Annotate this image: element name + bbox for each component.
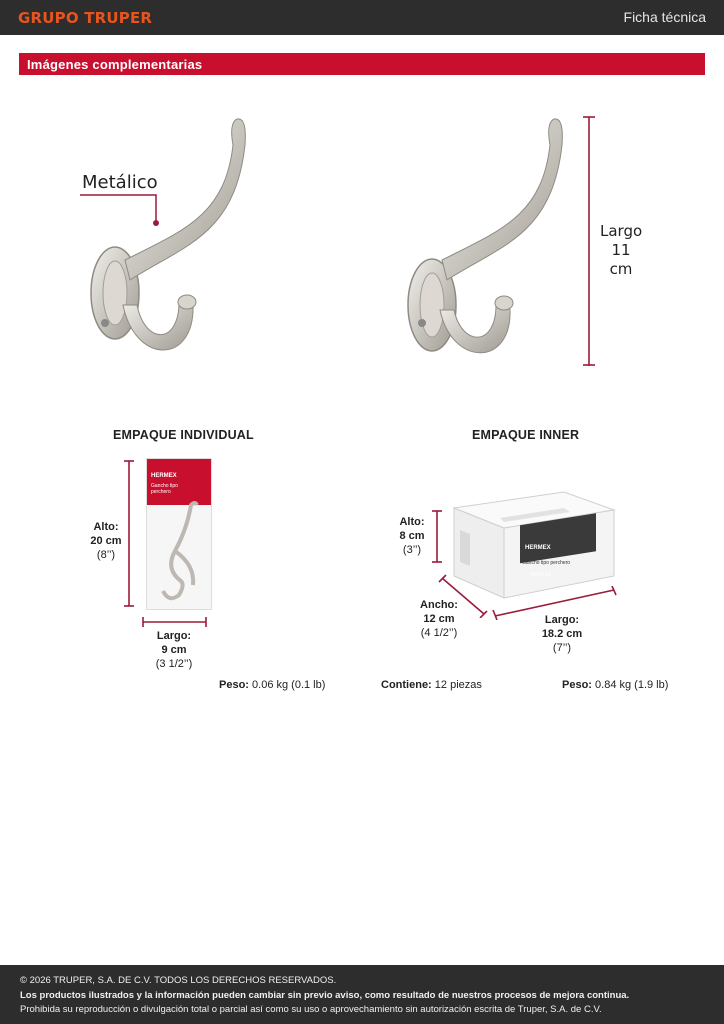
- box-brand: HERMEX: [525, 545, 551, 551]
- length-label: Largo: [600, 222, 643, 240]
- inner-height-label: [394, 515, 430, 557]
- inner-alto-label: Alto:: [399, 516, 425, 528]
- length-value: 11 cm: [609, 241, 633, 278]
- top-bar: [0, 0, 724, 35]
- length-dimension-line: [582, 116, 596, 368]
- footer-prohibition: Prohibida su reproducción o divulgación total o parcial así como su uso o aprovechamiento sin autorización escrita de Truper, S.A. de C.V.: [20, 1004, 602, 1015]
- inner-peso-label: Peso:: [562, 679, 592, 691]
- package-card-text: Gancho tipo perchero: [151, 483, 178, 495]
- individual-weight: [219, 679, 325, 691]
- footer-copyright: © 2026 TRUPER, S.A. DE C.V. TODOS LOS DERECHOS RESERVADOS.: [20, 975, 337, 986]
- individual-alto-cm: 20 cm: [90, 535, 122, 547]
- individual-alto-label: Alto:: [93, 521, 119, 533]
- document-type: Ficha técnica: [623, 9, 706, 25]
- box-text: Gancho tipo perchero: [522, 560, 571, 566]
- individual-largo-in: (3 1/2’’): [155, 658, 193, 670]
- inner-ancho-in: (4 1/2’’): [420, 627, 458, 639]
- inner-alto-in: (3’’): [402, 544, 422, 556]
- individual-height-label: [86, 520, 126, 562]
- inner-height-dimension-line: [430, 510, 444, 564]
- individual-alto-in: (8’’): [96, 549, 116, 561]
- inner-largo-cm: 18.2 cm: [541, 628, 583, 640]
- inner-alto-cm: 8 cm: [399, 530, 425, 542]
- box-code: PEPU-14: [530, 572, 551, 578]
- packaged-hook-icon: [155, 499, 205, 607]
- length-dimension-label: [600, 222, 642, 279]
- inner-peso-value: 0.84 kg (1.9 lb): [595, 679, 669, 691]
- inner-ancho-cm: 12 cm: [423, 613, 455, 625]
- individual-peso-label: Peso:: [219, 679, 249, 691]
- brand-logo: GRUPO TRUPER: [18, 9, 153, 27]
- footer-disclaimer: Los productos ilustrados y la información pueden cambiar sin previo aviso, como resultado de nuestros procesos de mejora continua.: [20, 990, 630, 1001]
- inner-contents: [381, 679, 482, 691]
- footer: [0, 965, 724, 1024]
- inner-width-label: [412, 598, 466, 640]
- individual-package-image: [146, 458, 212, 610]
- individual-peso-value: 0.06 kg (0.1 lb): [252, 679, 326, 691]
- individual-length-label: [148, 629, 200, 671]
- hook-image-length: [392, 105, 592, 375]
- inner-contiene-value: 12 piezas: [434, 679, 482, 691]
- material-leader-line: [80, 193, 162, 228]
- inner-ancho-label: Ancho:: [420, 599, 458, 611]
- individual-pack-title: EMPAQUE INDIVIDUAL: [113, 428, 254, 442]
- inner-pack-title: EMPAQUE INNER: [472, 428, 580, 442]
- inner-length-label: [536, 613, 588, 655]
- inner-contiene-label: Contiene:: [381, 679, 432, 691]
- package-card-brand: HERMEX: [151, 473, 177, 479]
- inner-largo-in: (7’’): [552, 642, 572, 654]
- section-title: Imágenes complementarias: [27, 57, 203, 72]
- individual-length-dimension-line: [142, 616, 208, 628]
- inner-largo-label: Largo:: [544, 614, 580, 626]
- individual-largo-cm: 9 cm: [161, 644, 187, 656]
- inner-weight: [562, 679, 668, 691]
- section-header: [19, 53, 705, 75]
- hook-image-material: [75, 105, 275, 375]
- individual-largo-label: Largo:: [156, 630, 192, 642]
- material-label: Metálico: [82, 172, 158, 193]
